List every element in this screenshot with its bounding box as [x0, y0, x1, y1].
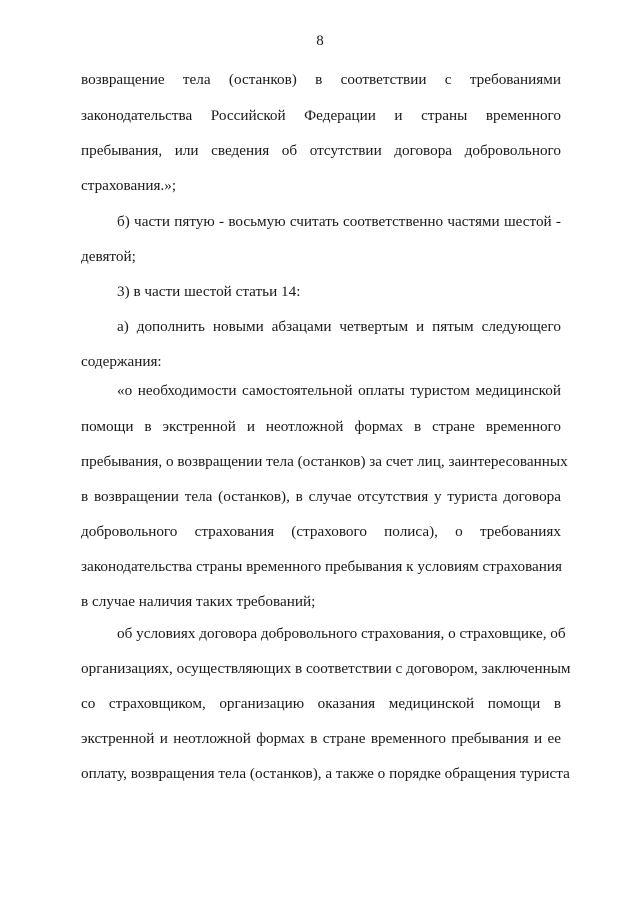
text-line: б) части пятую - восьмую считать соответственно частями шестой - [117, 213, 561, 230]
text-line: оплату, возвращения тела (останков), а также о порядке обращения туриста [81, 765, 570, 782]
text-line: законодательства страны временного пребывания к условиям страхования [81, 558, 563, 575]
text-line: пребывания, о возвращении тела (останков) за счет лиц, заинтересованных [81, 453, 568, 470]
text-line: возвращение тела (останков) в соответствии с требованиями [81, 71, 561, 88]
text-line: пребывания, или сведения об отсутствии договора добровольного [81, 142, 561, 159]
text-line: 3) в части шестой статьи 14: [117, 283, 301, 300]
text-line: экстренной и неотложной формах в стране временного пребывания и ее [81, 730, 561, 747]
text-line: содержания: [81, 353, 162, 370]
text-line: организациях, осуществляющих в соответствии с договором, заключенным [81, 660, 571, 677]
text-line: страхования.»; [81, 177, 177, 194]
text-line: девятой; [81, 248, 136, 265]
text-line: а) дополнить новыми абзацами четвертым и пятым следующего [117, 318, 561, 335]
text-line: в случае наличия таких требований; [81, 593, 316, 610]
page-number: 8 [316, 33, 324, 49]
text-line: в возвращении тела (останков), в случае отсутствия у туриста договора [81, 488, 561, 505]
text-line: добровольного страхования (страхового полиса), о требованиях [81, 523, 561, 540]
text-line: законодательства Российской Федерации и страны временного [81, 107, 561, 124]
text-line: «о необходимости самостоятельной оплаты туристом медицинской [117, 382, 561, 399]
text-line: об условиях договора добровольного страхования, о страховщике, об [117, 625, 566, 642]
text-line: со страховщиком, организацию оказания медицинской помощи в [81, 695, 561, 712]
text-line: помощи в экстренной и неотложной формах в стране временного [81, 418, 561, 435]
